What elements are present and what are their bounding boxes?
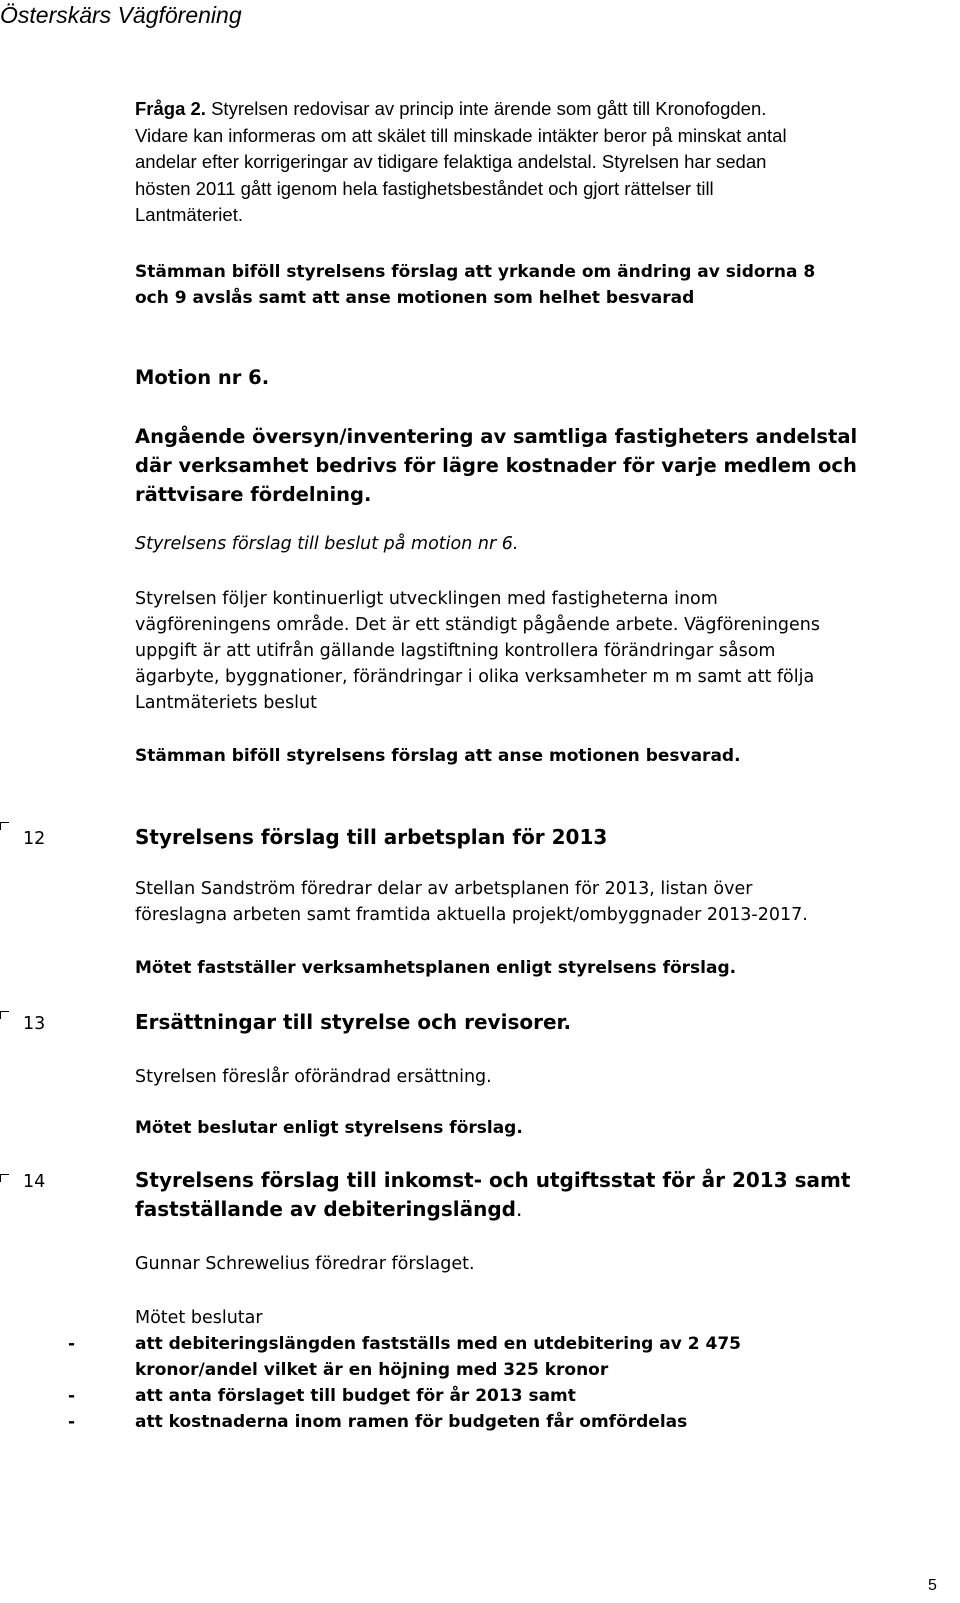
fraga-line: Lantmäteriet. xyxy=(135,204,243,225)
section-marker-icon xyxy=(0,822,9,830)
motion-title: Motion nr 6. xyxy=(135,366,270,389)
item-text: Styrelsen föreslår oförändrad ersättning. xyxy=(135,1067,492,1087)
bullet-item xyxy=(135,1409,687,1435)
item-heading-line: fastställande av debiteringslängd xyxy=(135,1197,516,1221)
item-heading-period: . xyxy=(516,1197,523,1221)
section-marker-icon xyxy=(0,1174,9,1182)
motion-subject xyxy=(135,422,857,509)
item-text-line: Stellan Sandström föredrar delar av arbetsplanen för 2013, listan över xyxy=(135,879,753,899)
motion-body-line: vägföreningens område. Det är ett ständigt pågående arbete. Vägföreningens xyxy=(135,615,821,635)
decision-paragraph xyxy=(135,259,815,311)
item-heading xyxy=(135,1166,850,1224)
decision-line: och 9 avslås samt att anse motionen som helhet besvarad xyxy=(135,288,695,308)
item-decision: Mötet fastställer verksamhetsplanen enligt styrelsens förslag. xyxy=(135,958,737,978)
item-number: 12 xyxy=(23,829,46,849)
bullet-item xyxy=(135,1383,576,1409)
bullet-item xyxy=(135,1331,741,1383)
bullet-line: att anta förslaget till budget för år 2013 samt xyxy=(135,1386,576,1406)
motion-body-line: Lantmäteriets beslut xyxy=(135,693,317,713)
decision-line: Stämman biföll styrelsens förslag att yrkande om ändring av sidorna 8 xyxy=(135,262,816,282)
item-text xyxy=(135,876,808,928)
motion-subject-line: där verksamhet bedrivs för lägre kostnader för varje medlem och xyxy=(135,454,857,477)
fraga-line: andelar efter korrigeringar av tidigare felaktiga andelstal. Styrelsen har sedan xyxy=(135,151,767,172)
motion-body xyxy=(135,586,820,716)
item-text-line: föreslagna arbeten samt framtida aktuella projekt/ombyggnader 2013-2017. xyxy=(135,905,808,925)
bullet-dash: - xyxy=(68,1386,76,1406)
bullet-line: att kostnaderna inom ramen för budgeten får omfördelas xyxy=(135,1412,688,1432)
item-text: Gunnar Schrewelius föredrar förslaget. xyxy=(135,1254,475,1274)
motion-decision: Stämman biföll styrelsens förslag att anse motionen besvarad. xyxy=(135,746,741,766)
section-marker-icon xyxy=(0,1011,9,1019)
page-number: 5 xyxy=(928,1577,937,1594)
bullet-line: kronor/andel vilket är en höjning med 325 kronor xyxy=(135,1360,609,1380)
bullet-dash: - xyxy=(68,1334,76,1354)
item-decision: Mötet beslutar enligt styrelsens förslag. xyxy=(135,1118,523,1138)
bullet-dash: - xyxy=(68,1412,76,1432)
motion-body-line: Styrelsen följer kontinuerligt utvecklingen med fastigheterna inom xyxy=(135,589,718,609)
item-number: 14 xyxy=(23,1172,46,1192)
item-heading: Styrelsens förslag till arbetsplan för 2013 xyxy=(135,825,608,849)
document-header-title: Österskärs Vägförening xyxy=(0,2,242,28)
motion-subject-line: rättvisare fördelning. xyxy=(135,483,372,506)
item-heading: Ersättningar till styrelse och revisorer. xyxy=(135,1010,572,1034)
motion-subject-line: Angående översyn/inventering av samtliga fastigheters andelstal xyxy=(135,425,858,448)
decision-intro: Mötet beslutar xyxy=(135,1308,263,1328)
proposal-heading: Styrelsens förslag till beslut på motion nr 6. xyxy=(135,534,519,554)
fraga-label: Fråga 2. xyxy=(135,98,206,119)
item-heading-line: Styrelsens förslag till inkomst- och utgiftsstat för år 2013 samt xyxy=(135,1168,851,1192)
motion-body-line: uppgift är att utifrån gällande lagstiftning kontrollera förändringar såsom xyxy=(135,641,776,661)
item-number: 13 xyxy=(23,1014,46,1034)
fraga-paragraph xyxy=(135,96,787,229)
bullet-line: att debiteringslängden fastställs med en utdebitering av 2 475 xyxy=(135,1334,741,1354)
fraga-line: Vidare kan informeras om att skälet till minskade intäkter beror på minskat antal xyxy=(135,124,787,146)
motion-body-line: ägarbyte, byggnationer, förändringar i olika verksamheter m m samt att följa xyxy=(135,667,815,687)
fraga-line: Styrelsen redovisar av princip inte ärende som gått till Kronofogden. xyxy=(205,98,767,119)
fraga-line: hösten 2011 gått igenom hela fastighetsbeståndet och gjort rättelser till xyxy=(135,177,714,199)
